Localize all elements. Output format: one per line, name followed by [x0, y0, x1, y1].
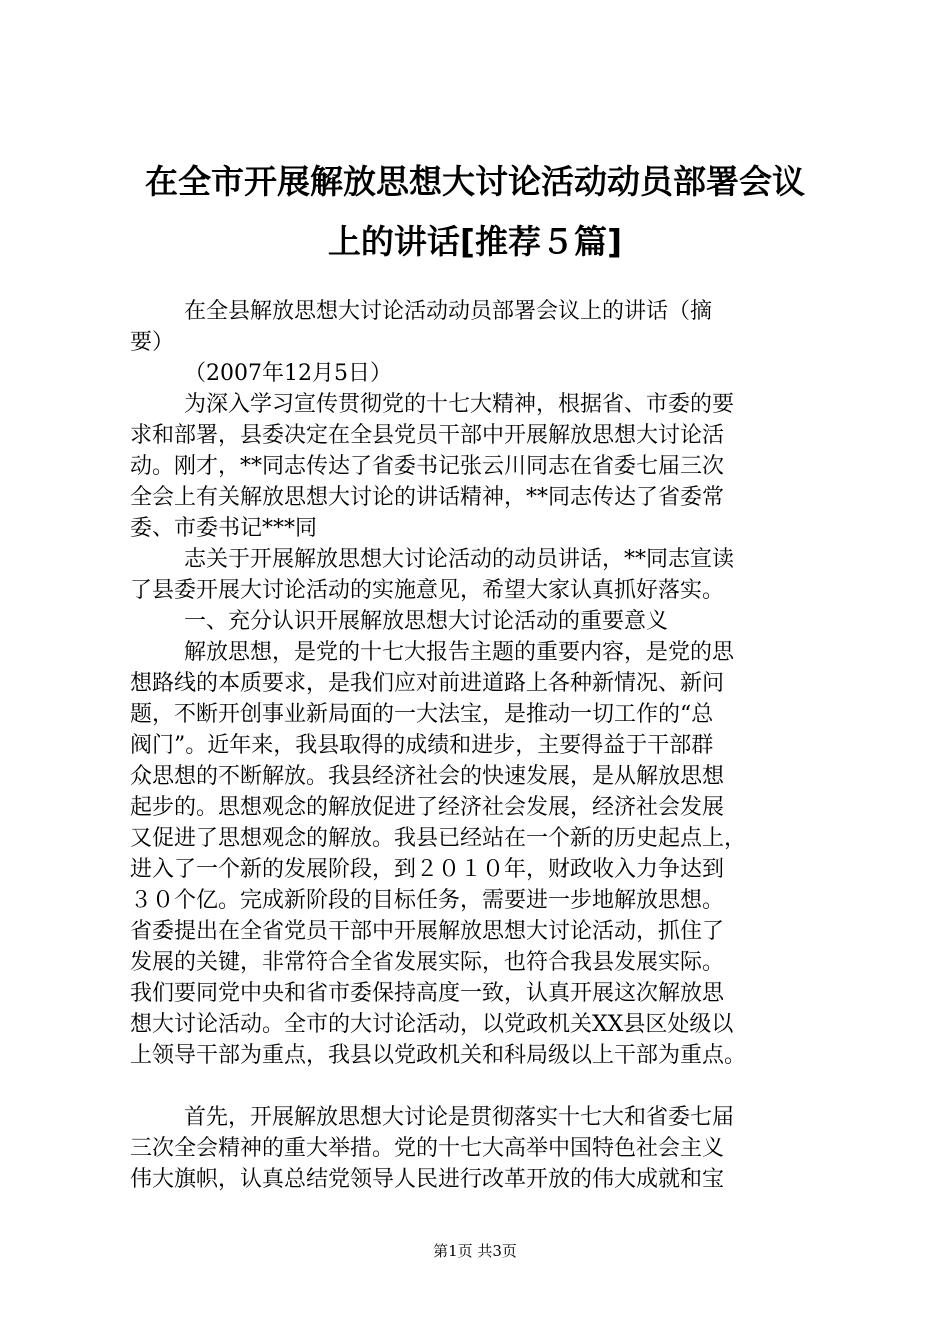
paragraph-line: 了县委开展大讨论活动的实施意见，希望大家认真抓好落实。 [130, 578, 725, 603]
paragraph-line: 三次全会精神的重大举措。党的十七大高举中国特色社会主义 [130, 1136, 725, 1161]
document-body [130, 296, 835, 1195]
paragraph-line: （2007年12月5日） [184, 361, 392, 386]
paragraph-line: 又促进了思想观念的解放。我县已经站在一个新的历史起点上， [130, 826, 747, 851]
paragraph-line: 解放思想，是党的十七大报告主题的重要内容，是党的思 [184, 640, 735, 665]
document-title-line-1: 在全市开展解放思想大讨论活动动员部署会议 [145, 162, 805, 201]
paragraph-line: 上领导干部为重点，我县以党政机关和科局级以上干部为重点。 [130, 1043, 747, 1068]
paragraph-line: 发展的关键，非常符合全省发展实际，也符合我县发展实际。 [130, 950, 725, 975]
paragraph-line: 想路线的本质要求，是我们应对前进道路上各种新情况、新问 [130, 671, 725, 696]
paragraph-line: ３０个亿。完成新阶段的目标任务，需要进一步地解放思想。 [130, 888, 725, 913]
paragraph-line: 在全县解放思想大讨论活动动员部署会议上的讲话（摘 [184, 299, 713, 324]
paragraph-line: 要） [130, 330, 175, 355]
page-footer: 第1页 共3页 [433, 1242, 517, 1260]
paragraph-line: 志关于开展解放思想大讨论活动的动员讲话，**同志宣读 [184, 547, 735, 572]
paragraph-line: 求和部署，县委决定在全县党员干部中开展解放思想大讨论活 [130, 423, 725, 448]
paragraph-line: 全会上有关解放思想大讨论的讲话精神，**同志传达了省委常 [130, 485, 725, 510]
paragraph-line: 想大讨论活动。全市的大讨论活动，以党政机关XX县区处级以 [130, 1012, 734, 1037]
paragraph-gap [130, 1071, 835, 1102]
paragraph-line: 首先，开展解放思想大讨论是贯彻落实十七大和省委七届 [184, 1105, 735, 1130]
paragraph-line: 进入了一个新的发展阶段，到２０１０年，财政收入力争达到 [130, 857, 725, 882]
paragraph-line: 起步的。思想观念的解放促进了经济社会发展，经济社会发展 [130, 795, 725, 820]
paragraph-line: 阀门”。近年来，我县取得的成绩和进步，主要得益于干部群 [130, 733, 714, 758]
paragraph-line: 省委提出在全省党员干部中开展解放思想大讨论活动，抓住了 [130, 919, 725, 944]
paragraph-line: 动。刚才，**同志传达了省委书记张云川同志在省委七届三次 [130, 454, 725, 479]
document-title-line-2: 上的讲话[推荐５篇] [327, 222, 623, 261]
paragraph-line: 众思想的不断解放。我县经济社会的快速发展，是从解放思想 [130, 764, 725, 789]
paragraph-line: 题，不断开创事业新局面的一大法宝，是推动一切工作的“总 [130, 702, 714, 727]
paragraph-line: 我们要同党中央和省市委保持高度一致，认真开展这次解放思 [130, 981, 725, 1006]
paragraph-line: 委、市委书记***同 [130, 516, 318, 541]
section-heading: 一、充分认识开展解放思想大讨论活动的重要意义 [184, 609, 669, 634]
paragraph-line: 伟大旗帜，认真总结党领导人民进行改革开放的伟大成就和宝 [130, 1167, 725, 1192]
paragraph-line: 为深入学习宣传贯彻党的十七大精神，根据省、市委的要 [184, 392, 735, 417]
